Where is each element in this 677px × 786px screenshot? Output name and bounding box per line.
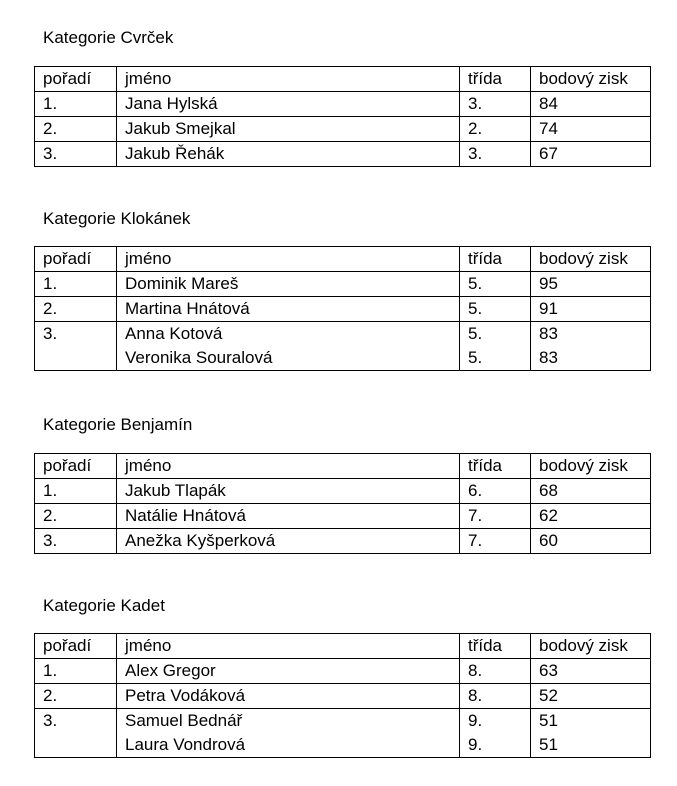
header-class: třída: [460, 67, 531, 92]
class-cell: 8.: [460, 684, 531, 709]
name-cell: Petra Vodáková: [117, 684, 460, 709]
score-cell: 74: [531, 117, 651, 142]
category-title: Kategorie Cvrček: [43, 28, 174, 47]
table-header-row: [35, 634, 651, 659]
header-rank: pořadí: [35, 247, 117, 272]
score-cell: 91: [531, 297, 651, 322]
name-cell: Jakub Tlapák: [117, 479, 460, 504]
header-score: bodový zisk: [531, 247, 651, 272]
name-cell: Laura Vondrová: [117, 733, 460, 758]
score-cell: 60: [531, 529, 651, 554]
table-row: [35, 117, 651, 142]
score-cell: 67: [531, 142, 651, 167]
category-title: Kategorie Klokánek: [43, 209, 191, 228]
rank-cell: 2.: [35, 297, 117, 322]
class-cell: 3.: [460, 142, 531, 167]
rank-cell: 2.: [35, 117, 117, 142]
table-header-row: [35, 67, 651, 92]
score-cell: 52: [531, 684, 651, 709]
class-cell: 5.: [460, 322, 531, 347]
score-cell: 68: [531, 479, 651, 504]
rank-cell: 2.: [35, 684, 117, 709]
table-row: [35, 297, 651, 322]
rank-cell: 1.: [35, 92, 117, 117]
rank-cell: 1.: [35, 272, 117, 297]
class-cell: 5.: [460, 346, 531, 371]
results-table: [34, 633, 651, 758]
score-cell: 95: [531, 272, 651, 297]
class-cell: 9.: [460, 709, 531, 734]
class-cell: 5.: [460, 272, 531, 297]
name-cell: Samuel Bednář: [117, 709, 460, 734]
table-row: [35, 322, 651, 347]
table-row: [35, 346, 651, 371]
score-cell: 83: [531, 322, 651, 347]
score-cell: 51: [531, 709, 651, 734]
name-cell: Jakub Smejkal: [117, 117, 460, 142]
rank-cell: 1.: [35, 659, 117, 684]
rank-cell: 3.: [35, 142, 117, 167]
table-row: [35, 529, 651, 554]
table-row: [35, 272, 651, 297]
category-title: Kategorie Benjamín: [43, 415, 193, 434]
table-row: [35, 504, 651, 529]
rank-cell: [35, 733, 117, 758]
score-cell: 51: [531, 733, 651, 758]
rank-cell: [35, 346, 117, 371]
class-cell: 3.: [460, 92, 531, 117]
class-cell: 7.: [460, 529, 531, 554]
rank-cell: 1.: [35, 479, 117, 504]
name-cell: Martina Hnátová: [117, 297, 460, 322]
header-score: bodový zisk: [531, 634, 651, 659]
header-score: bodový zisk: [531, 67, 651, 92]
name-cell: Anežka Kyšperková: [117, 529, 460, 554]
results-table: [34, 66, 651, 167]
header-class: třída: [460, 634, 531, 659]
header-name: jméno: [117, 634, 460, 659]
header-rank: pořadí: [35, 634, 117, 659]
name-cell: Dominik Mareš: [117, 272, 460, 297]
table-row: [35, 733, 651, 758]
class-cell: 8.: [460, 659, 531, 684]
table-header-row: [35, 247, 651, 272]
score-cell: 62: [531, 504, 651, 529]
class-cell: 7.: [460, 504, 531, 529]
class-cell: 2.: [460, 117, 531, 142]
score-cell: 83: [531, 346, 651, 371]
name-cell: Veronika Souralová: [117, 346, 460, 371]
table-row: [35, 709, 651, 734]
name-cell: Natálie Hnátová: [117, 504, 460, 529]
table-row: [35, 684, 651, 709]
header-class: třída: [460, 247, 531, 272]
class-cell: 9.: [460, 733, 531, 758]
table-row: [35, 92, 651, 117]
table-row: [35, 479, 651, 504]
header-rank: pořadí: [35, 454, 117, 479]
header-name: jméno: [117, 67, 460, 92]
table-row: [35, 142, 651, 167]
class-cell: 6.: [460, 479, 531, 504]
name-cell: Alex Gregor: [117, 659, 460, 684]
name-cell: Anna Kotová: [117, 322, 460, 347]
table-header-row: [35, 454, 651, 479]
category-title: Kategorie Kadet: [43, 596, 165, 615]
score-cell: 63: [531, 659, 651, 684]
table-row: [35, 659, 651, 684]
header-name: jméno: [117, 247, 460, 272]
rank-cell: 2.: [35, 504, 117, 529]
results-table: [34, 453, 651, 554]
header-score: bodový zisk: [531, 454, 651, 479]
header-rank: pořadí: [35, 67, 117, 92]
class-cell: 5.: [460, 297, 531, 322]
name-cell: Jakub Řehák: [117, 142, 460, 167]
results-table: [34, 246, 651, 371]
score-cell: 84: [531, 92, 651, 117]
rank-cell: 3.: [35, 529, 117, 554]
header-name: jméno: [117, 454, 460, 479]
rank-cell: 3.: [35, 709, 117, 734]
rank-cell: 3.: [35, 322, 117, 347]
name-cell: Jana Hylská: [117, 92, 460, 117]
header-class: třída: [460, 454, 531, 479]
